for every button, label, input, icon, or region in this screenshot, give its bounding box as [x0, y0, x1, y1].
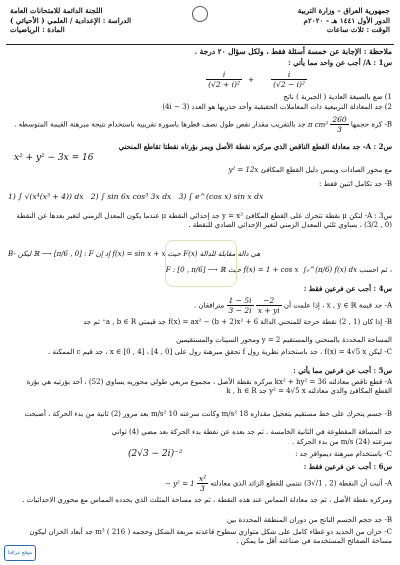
q1-frac-1-num: i	[206, 70, 242, 80]
q6-a-eq-den: 3	[200, 484, 205, 493]
header-right-line: جمهورية العراق – وزارة التربية	[297, 6, 390, 15]
q1-b	[8, 115, 392, 134]
exam-header	[10, 6, 390, 52]
q1-frac-2	[271, 70, 307, 89]
header-divider	[6, 44, 394, 45]
q5-c-expr: (2√3 − 2i)⁻²	[128, 449, 183, 459]
q1-b-volume	[330, 115, 348, 134]
ministry-emblem-icon	[192, 6, 208, 22]
q6-a-text: A- أثبت أن النقطة (2 , 1/√3) تنتمي للقطع الزائد الذي معادلته	[210, 479, 392, 488]
q4-a-frac-2-num: 1 − 5i	[228, 296, 252, 305]
exam-note: ملاحظة : الإجابة عن خمسة أسئلة فقط ، ولكل سؤال ٢٠ درجة .	[194, 47, 392, 56]
q6-c: C- خزان من الحديد ذو غطاء كامل على شكل متوازي سطوح قاعدته مربعة الشكل وحجمه ( 216 ) m³ جد أبعاد الخزان ليكون مساحة الصفائح المستخدمة في صناعته أقل ما يمكن .	[29, 528, 392, 545]
q1-b-vol-num: 260	[332, 115, 347, 124]
q3-b-integral: ∫₀^(π/6) f(x) dx	[302, 266, 358, 274]
q2-b-title: B- جد تكامل اثنين فقط :	[319, 180, 392, 188]
q3-a: س3 : A- لتكن μ نقطة تتحرك على القطع المكافئ y = x² جد إحداثي النقطة μ عندما يكون المعدل الزمني لتغير بعدها عن النقطة (0 , 3/2) ، يساوي ثلثي المعدل الزمني لتغير الإحداثي الصادي للنقطة .	[16, 212, 392, 229]
q5-c-text: C- باستخدام مبرهنة ديموافر جد :	[295, 450, 392, 458]
q1-frac-2-den: (√2 − i)²	[273, 80, 305, 89]
q4-a-text: A- جد قيمة x , y ∈ ℝ ، إذا علمت أن	[283, 301, 392, 310]
q5-title: س5 : أجب عن فرعين مما يأتي :	[293, 366, 392, 375]
q3-b-1: B- ليكن ℝ ⟶ [π/6 , 0] : F إذ إن f(x) = sin x + x حيث F(x) هي دالة مقابلة للدالة	[8, 250, 261, 258]
q5-c	[8, 450, 392, 459]
q4-a-frac-2	[227, 296, 254, 315]
header-right	[298, 6, 390, 35]
q6-a-eq-num: x²	[198, 474, 207, 483]
q2-a: س2 : A- جد معادلة القطع الناقص الذي مركزه نقطة الأصل ويمر بؤرتاه نقطتا تقاطع المنحني	[118, 142, 392, 151]
q1-item-2: 2) جد المعادلة التربيعية ذات المعاملات الحقيقية وأحد جذريها هو العدد (3 − 4i)	[162, 103, 392, 111]
q4-b: B- إذا كان (1 , 2) نقطة حرجة للمنحني الدالة f(x) = ax² − (b + 2)x² + 6 جد قيمتي a , b ∈ R⁺ ثم جد	[83, 318, 392, 326]
header-right-line: الوقت : ثلاث ساعات	[326, 25, 390, 34]
q6-b: B- جد حجم الجسم الناتج من دوران المنطقة المحددة بين	[226, 516, 392, 524]
q4-a-frac-1-den: x + yi	[257, 306, 280, 315]
q5-b: B- جسم يتحرك على خط مستقيم بتعجيل مقداره 18 m/s² وكانت سرعته 10 m/s² بعد مرور (2) ثانية من بدء الحركة ، أصبحت	[24, 410, 392, 418]
header-left-line: الدراسة : الإعدادية / العلمي ( الأحيائي )	[10, 15, 132, 25]
q2-a-eq2: y² = 12x	[228, 166, 259, 174]
q1-b-rest: جد بالتقريب مقدار نقص طول نصف قطرها باسورة تقريبية باستخدام نتيجة مبرهنة القيمة المتوسطة .	[14, 120, 306, 129]
q4-a-frac-1	[256, 296, 282, 315]
q1-plus: +	[248, 76, 254, 84]
q6-a	[8, 474, 392, 494]
q1-frac-1-den: (√2 + i)²	[208, 80, 240, 89]
q6-a-eq-frac	[197, 474, 208, 493]
q4-a-frac-2-den: 3 − 2i	[228, 306, 252, 315]
q3-b-text2: F : [0 , π/6] ⟶ ℝ حيث f(x) = 1 + cos x	[165, 266, 299, 274]
header-left-line: المادة : الرياضيات	[10, 25, 65, 34]
q2-int-2: 2) ∫ sin 6x cos³ 3x dx	[90, 192, 172, 201]
q2-int-3: 3) ∫ e^(cos x) sin x dx	[178, 192, 264, 201]
q1-title: س1 : A/ أجب عن واحد مما يأتي :	[288, 58, 392, 67]
q4-c: C- ليكن f(x) = 4√5 x ، جد باستخدام نظرية رول f تحقق مبرهنة رول على [0 , 4] ، x ∈ [0 , 4] ، جد قيم c الممكنة .	[48, 348, 392, 356]
q1-b-vol-den: 3	[337, 125, 342, 134]
q6-a-eq-rest: − y² = 1	[165, 479, 195, 488]
q5-b-3: سرعته (24) m/s من بدء الحركة .	[292, 438, 392, 446]
header-left	[10, 6, 131, 35]
q4-a-tail: مترافقان .	[194, 301, 225, 310]
q1-frac-1	[206, 70, 242, 89]
q2-integrals	[8, 192, 392, 201]
q2-a-eq: x² + y² − 3x = 16	[14, 153, 94, 163]
q3-b-text3: ، ثم احسب	[359, 266, 392, 274]
q4-a-frac-1-num: −2	[256, 296, 282, 306]
site-logo[interactable]: موقع عراقنا	[4, 545, 36, 561]
q4-b-2: المساحة المحددة بالمنحني والمستقيم y = 2 ومحور السينات والمستقيمين	[176, 336, 392, 344]
header-left-line: اللجنة الدائمة للامتحانات العامة	[10, 6, 103, 15]
q1-b-unit: π cm³	[307, 120, 329, 129]
q2-a-line3	[8, 166, 392, 175]
q1-item-1: 1) ضع بالصيغة العادية ( الجبرية ) ناتج	[283, 93, 392, 101]
q5-b-2: جد المسافة المقطوعة في الثانية الخامسة . ثم جد بعده عن نقطة بدء الحركة بعد مضي (4) ثواني	[111, 428, 392, 436]
q2-a-rest: مع محور الصادات ويمس دليل القطع المكافئ	[260, 166, 392, 174]
q2-int-1: 1) ∫ √(x⁴(x³ + 4)) dx	[8, 192, 84, 201]
watermark	[165, 240, 237, 287]
q1-b-text: B- كرة حجمها	[348, 120, 392, 129]
q1-frac-2-num: i	[271, 70, 307, 80]
q6-title: س6 : أجب عن فرعين فقط :	[303, 462, 392, 471]
q1-expression	[8, 70, 392, 92]
q4-title: س4 : أجب عن فرعين فقط :	[303, 284, 392, 293]
q6-a-2: ومركزه نقطة الأصل ، ثم جد معادلة المماس عند هذه النقطة ، ثم جد مساحة المثلث الذي يحدده المماس مع محوري الاحداثيات .	[22, 496, 392, 504]
q4-a	[8, 296, 392, 316]
q5-a: A- قطع ناقص معادلته kx² + hy² = 36 مركزه نقطة الأصل ، مجموع مربعي طولي محوريه يساوي (52) ، أحد بؤرتيه هي بؤرة القطع المكافئ والذي معادلته y² = 4√5 x جد k , h ∈ R	[26, 378, 392, 395]
header-right-line: الدور الأول ١٤٤١ هـ - ٢٠٢٠م	[303, 15, 390, 25]
